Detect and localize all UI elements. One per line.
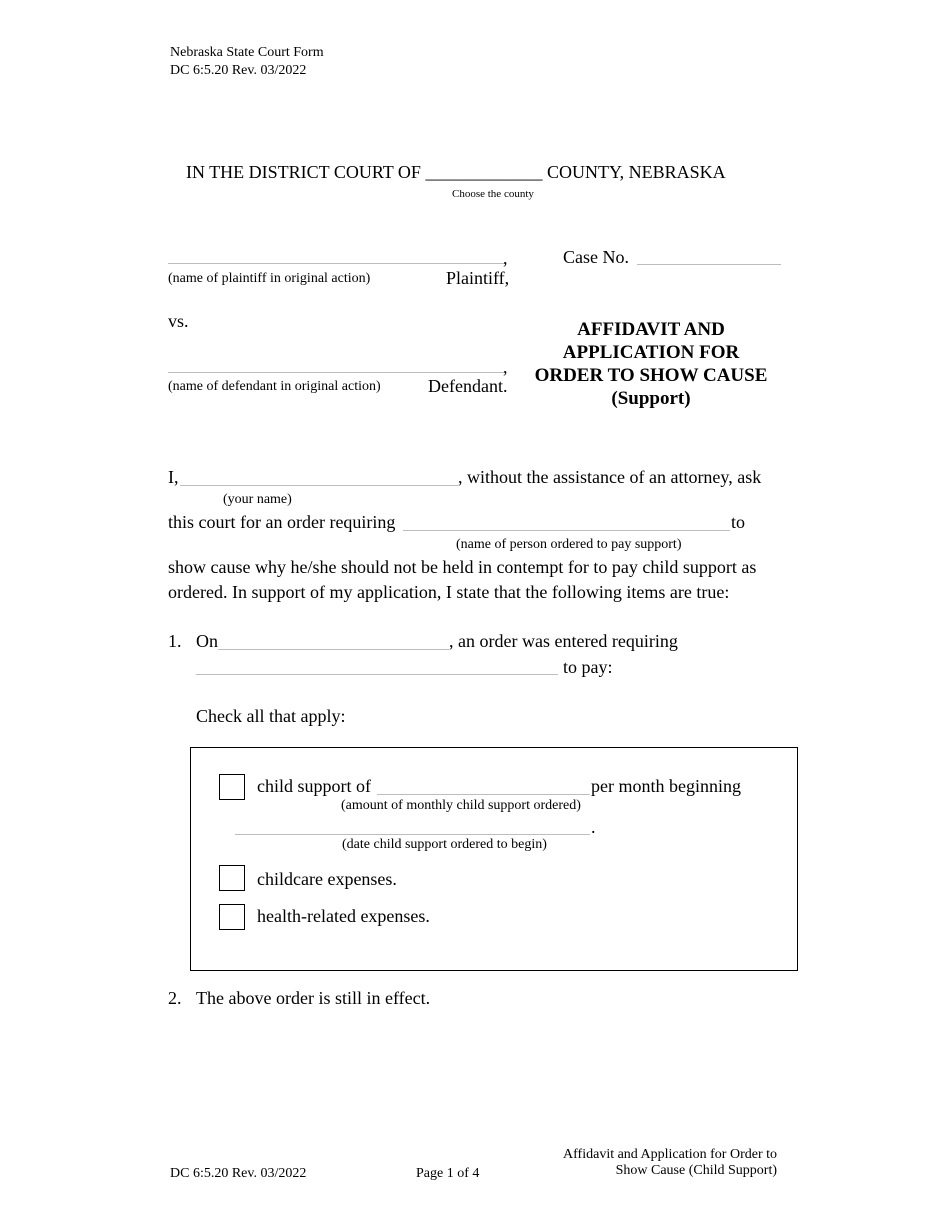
- form-code: DC 6:5.20 Rev. 03/2022: [170, 63, 307, 78]
- county-field[interactable]: _____________: [425, 162, 543, 182]
- health-checkbox[interactable]: [219, 904, 245, 930]
- intro-line-3: show cause why he/she should not be held in contempt for to pay child support as: [168, 557, 757, 577]
- to-pay-text: to pay:: [563, 657, 613, 677]
- court-suffix: COUNTY, NEBRASKA: [546, 162, 726, 182]
- child-support-start-date-field[interactable]: [235, 834, 590, 835]
- on-label: On: [196, 631, 218, 651]
- obligor-name-field[interactable]: [196, 674, 558, 675]
- amount-hint: (amount of monthly child support ordered): [341, 798, 581, 813]
- date-hint: (date child support ordered to begin): [342, 837, 547, 852]
- child-support-label: child support of: [257, 776, 371, 796]
- payer-hint: (name of person ordered to pay support): [456, 537, 682, 552]
- i-label: I,: [168, 467, 179, 487]
- footer-title: [563, 1147, 777, 1179]
- case-no-field[interactable]: [637, 264, 781, 265]
- defendant-comma: ,: [503, 357, 508, 377]
- health-label: health-related expenses.: [257, 906, 430, 926]
- footer-page-number: Page 1 of 4: [416, 1166, 480, 1181]
- defendant-label: Defendant.: [428, 376, 508, 396]
- defendant-hint: (name of defendant in original action): [168, 379, 381, 394]
- payer-name-field[interactable]: [403, 530, 730, 531]
- item-2-number: 2.: [168, 988, 182, 1008]
- title-line: ORDER TO SHOW CAUSE: [534, 365, 768, 386]
- check-all-label: Check all that apply:: [196, 706, 346, 726]
- period: .: [591, 817, 596, 837]
- plaintiff-hint: (name of plaintiff in original action): [168, 271, 371, 286]
- intro-after-name: , without the assistance of an attorney, ask: [458, 467, 762, 487]
- plaintiff-comma: ,: [503, 248, 508, 268]
- order-text: , an order was entered requiring: [449, 631, 678, 651]
- intro-line-4: ordered. In support of my application, I state that the following items are true:: [168, 582, 730, 602]
- document-title: [520, 318, 782, 410]
- your-name-field[interactable]: [180, 485, 458, 486]
- footer-title-line: Show Cause (Child Support): [615, 1163, 777, 1178]
- child-support-amount-field[interactable]: [377, 794, 590, 795]
- plaintiff-name-field[interactable]: [168, 263, 504, 264]
- vs-label: vs.: [168, 311, 189, 331]
- childcare-checkbox[interactable]: [219, 865, 245, 891]
- title-line: (Support): [611, 388, 691, 409]
- title-line: AFFIDAVIT AND: [577, 319, 725, 340]
- court-prefix: IN THE DISTRICT COURT OF: [186, 162, 421, 182]
- per-month-text: per month beginning: [591, 776, 741, 796]
- defendant-name-field[interactable]: [168, 372, 504, 373]
- order-date-field[interactable]: [218, 649, 449, 650]
- to-text: to: [731, 512, 746, 532]
- form-name: Nebraska State Court Form: [170, 45, 324, 60]
- childcare-label: childcare expenses.: [257, 869, 397, 889]
- county-hint: Choose the county: [452, 188, 534, 200]
- your-name-hint: (your name): [223, 492, 292, 507]
- plaintiff-label: Plaintiff,: [446, 268, 510, 288]
- court-order-text: this court for an order requiring: [168, 512, 396, 532]
- item-1-number: 1.: [168, 631, 182, 651]
- case-no-label: Case No.: [563, 247, 629, 267]
- item-2-text: The above order is still in effect.: [196, 988, 431, 1008]
- footer-form-code: DC 6:5.20 Rev. 03/2022: [170, 1166, 307, 1181]
- child-support-checkbox[interactable]: [219, 774, 245, 800]
- footer-title-line: Affidavit and Application for Order to: [563, 1147, 777, 1162]
- court-line: [186, 162, 726, 183]
- title-line: APPLICATION FOR: [562, 342, 740, 363]
